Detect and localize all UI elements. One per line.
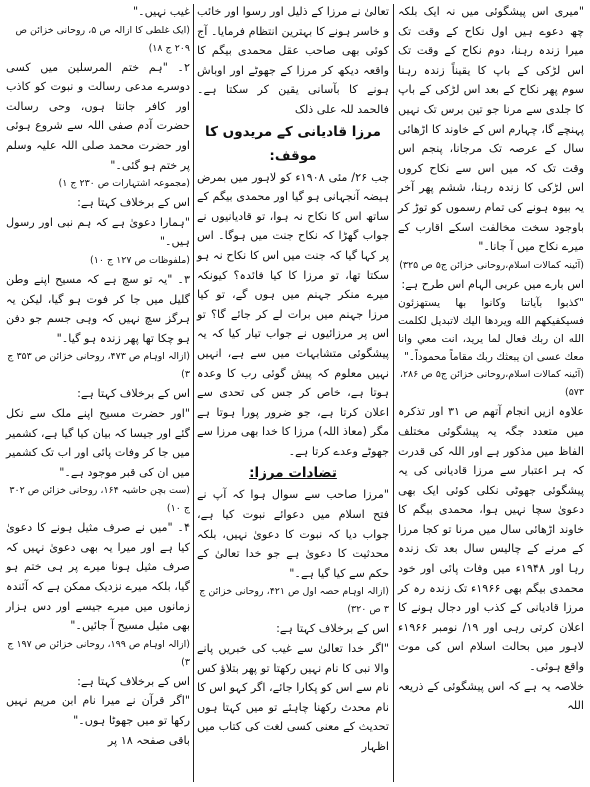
reference: (ازالہ اوہام ص ۱۹۹، روحانی خزائن ص ۱۹۷ ج ۳) <box>7 638 190 668</box>
quote: "اور حضرت مسیح اپنے ملک سے نکل گئے اور جیسا کہ بیان کیا گیا ہے، کشمیر میں جا کر وفات پائی اور اب تک کشمیر میں ان کی قبر موجود ہے۔" <box>6 406 190 479</box>
paragraph: تعالیٰ نے مرزا کے ذلیل اور رسوا اور خائب و خاسر ہونے کا بہترین انتظام فرمایا۔ آج کوئی بھی صاحب عقل محمدی بیگم کا واقعہ دیکھ کر مرزا کے جھوٹے اور اوباش ہونے کا بآسانی یقین کر سکتا ہے۔ فالحمد للہ علی ذلک <box>197 5 389 116</box>
reference: (مجموعہ اشتہارات ص ۲۳۰ ج ۱) <box>58 178 190 190</box>
paragraph: اس کے برخلاف کہتا ہے: <box>77 196 190 210</box>
middle-column <box>197 2 389 757</box>
prophecy-quote: "میری اس پیشگوئی میں نہ ایک بلکہ چھ دعوے ہیں اول نکاح کے وقت تک میرا زندہ رہنا، دوم نکاح کے وقت تک اس لڑکی کے باپ کا یقیناً زندہ رہنا سوم پھر نکاح کے بعد اس لڑکی کے باپ کا جلدی سے مرنا جو تین برس تک نہیں پہنچے گا، چہارم اس کے خاوند کا اڑھائی سال کے عرصہ تک مرجانا، پنجم اس وقت تک کہ میں اس سے نکاح کروں اس لڑکی کا زندہ رہنا، ششم پھر آخر یہ بیوہ ہونے کی تمام رسموں کو توڑ کر باوجود سخت مخالفت اسکے اقارب کے میرے نکاح میں آ جانا۔" <box>398 5 584 254</box>
quote: "ہمارا دعویٰ ہے کہ ہم نبی اور رسول ہیں۔" <box>6 215 190 249</box>
reference: (آئینہ کمالات اسلام،روحانی خزائن ج۵ ص ۳۲۵) <box>399 259 584 271</box>
quote: ۲۔ "ہم ختم المرسلین میں کسی دوسرے مدعی رسالت و نبوت کو کاذب اور کافر جانتا ہوں، وحی رسالت حضرت آدم صفی اللہ سے شروع ہوئی اور حضرت محمد صلی اللہ علیہ وسلم پر ختم ہو گئی۔" <box>6 60 190 172</box>
paragraph: جب ۲۶/ مئی ۱۹۰۸ء کو لاہور میں بمرض ہیضہ آنجہانی ہو گیا اور محمدی بیگم کے ساتھ اس کا نکاح نہ ہوا، تو قادیانیوں نے جواب گھڑا کہ نکاح جنت میں ہوگا۔ اس پر کہا گیا کہ جنت میں اس کا نکاح نہ ہو سکتا تھا، تو مرزا کا کیا فائدہ؟ کیونکہ میرے منکر جہنم میں ہوں گے، تو کیا مرزا جہنم میں برات لے کر جائے گا؟ تو اس پر مرزائیوں نے جواب تیار کیا کہ یہ پیشگوئی متشابہات میں سے ہے، انہیں نہیں معلوم کہ پیش گوئی رب کا وعدہ ہوتا ہے، خاص کر جس کی تحدی سے اعلان کرتا ہے، جو ضرور پورا ہوتا ہے مگر (معاذ اللہ) مرزا کا خدا بھی مرزا سے جھوٹے وعدے کرتا ہے۔ <box>197 170 389 458</box>
quote: "اگر خدا تعالیٰ سے غیب کی خبریں پانے والا نبی کا نام نہیں رکھتا تو پھر بتلاؤ کس نام سے اس کو پکارا جائے، اگر کہو اس کا نام محدث رکھنا چاہئے تو میں کہتا ہوں تحدیث کے معنی کسی لغت کی کتاب میں اظہار <box>197 642 389 753</box>
quote: ۴۔ "میں نے صرف مثیل ہونے کا دعویٰ کیا ہے اور میرا یہ بھی دعویٰ نہیں کہ صرف مثیل ہونا میرے پر ہی ختم ہو گیا، بلکہ میرے نزدیک ممکن ہے کہ آئندہ زمانوں میں میرے جیسے اور دس ہزار بھی مثیل مسیح آ جائیں۔" <box>6 521 190 633</box>
quote: غیب نہیں۔" <box>132 5 190 18</box>
left-column <box>6 2 190 750</box>
section-heading: مرزا قادیانی کے مریدوں کا موقف: <box>205 123 381 164</box>
continued-on-page: باقی صفحہ ۱۸ پر <box>107 733 190 747</box>
quote: "مرزا صاحب سے سوال ہوا کہ آپ نے فتح اسلام میں دعوائے نبوت کیا ہے، جواب دیا کہ نبوت کا دعویٰ نہیں، بلکہ محدثیت کا دعویٰ ہے جو خدا تعالیٰ کے حکم سے کیا گیا ہے۔" <box>197 488 389 580</box>
column-divider <box>393 4 394 782</box>
reference: (ازالہ اوہام ص ۴۷۳، روحانی خزائن ص ۳۵۳ ج ۳) <box>7 351 190 381</box>
reference: (آئینہ کمالات اسلام،روحانی خزائن ج۵ ص ۲۸۶، ۵۷۳) <box>399 369 584 399</box>
reference: (ازالہ اوہام حصہ اول ص ۴۲۱، روحانی خزائن ج ۳ ص ۳۲۰) <box>199 586 389 616</box>
paragraph: اس بارے میں عربی الہام اس طرح ہے: <box>401 277 584 291</box>
quote: "اگر قرآن نے میرا نام ابن مریم نہیں رکھا تو میں جھوٹا ہوں۔" <box>6 694 190 728</box>
paragraph: اس کے برخلاف کہتا ہے: <box>77 674 190 688</box>
section-heading: تضادات مرزا: <box>249 465 337 482</box>
quote: ۳۔ "یہ تو سچ ہے کہ مسیح اپنے وطن گلیل میں جا کر فوت ہو گیا، لیکن یہ ہرگز سچ نہیں کہ وہی جسم جو دفن ہو چکا تھا پھر زندہ ہو گیا۔" <box>6 272 190 345</box>
arabic-revelation: "كذبوا بآياتنا وكانوا بها يستهزئون فسيكفيكهم الله ويردها اليك لاتبديل لكلمت الله ان ربك فعال لما يريد، انت معي وانا معك عسى ان يبعثك ربك مقاماً محموداً۔" <box>398 297 584 364</box>
right-column <box>398 2 584 716</box>
paragraph: اس کے برخلاف کہتا ہے: <box>77 387 190 401</box>
paragraph: علاوہ ازیں انجام آتھم ص ۳۱ اور تذکرہ میں متعدد جگہ یہ پیشگوئی مختلف الفاظ میں مذکور ہے اور اللہ کی قدرت کہ ہر اعتبار سے مرزا قادیانی کی یہ پیشگوئی جھوٹی نکلی کوئی ایک بھی دعویٰ سچا نہیں ہوا، محمدی بیگم کا خاوند اڑھائی سال میں مرنا تو کجا مرزا کے مرنے کے چالیس سال بعد تک زندہ رہا اور ۱۹۴۸ء میں وفات پائی اور خود محمدی بیگم بھی ۱۹۶۶ء تک زندہ رہ کر مرزا قادیانی کے کذب اور دجال ہونے کا اعلان کرتی رہی اور ۱۹/ نومبر ۱۹۶۶ء لاہور میں بحالت اسلام اس کی موت واقع ہوئی۔ <box>398 405 584 674</box>
reference: (ملفوظات ص ۱۲۷ ج ۱۰) <box>90 254 190 266</box>
reference: (ست بچن حاشیہ ۱۶۴، روحانی خزائن ص ۳۰۲ ج ۱۰) <box>9 485 190 515</box>
column-divider <box>193 4 194 782</box>
reference: (ایک غلطی کا ازالہ ص ۵، روحانی خزائن ص ۲۰۹ ج ۱۸) <box>15 24 190 54</box>
paragraph: خلاصہ یہ ہے کہ اس پیشگوئی کے ذریعہ اللہ <box>398 679 584 713</box>
paragraph: اس کے برخلاف کہتا ہے: <box>276 622 389 636</box>
